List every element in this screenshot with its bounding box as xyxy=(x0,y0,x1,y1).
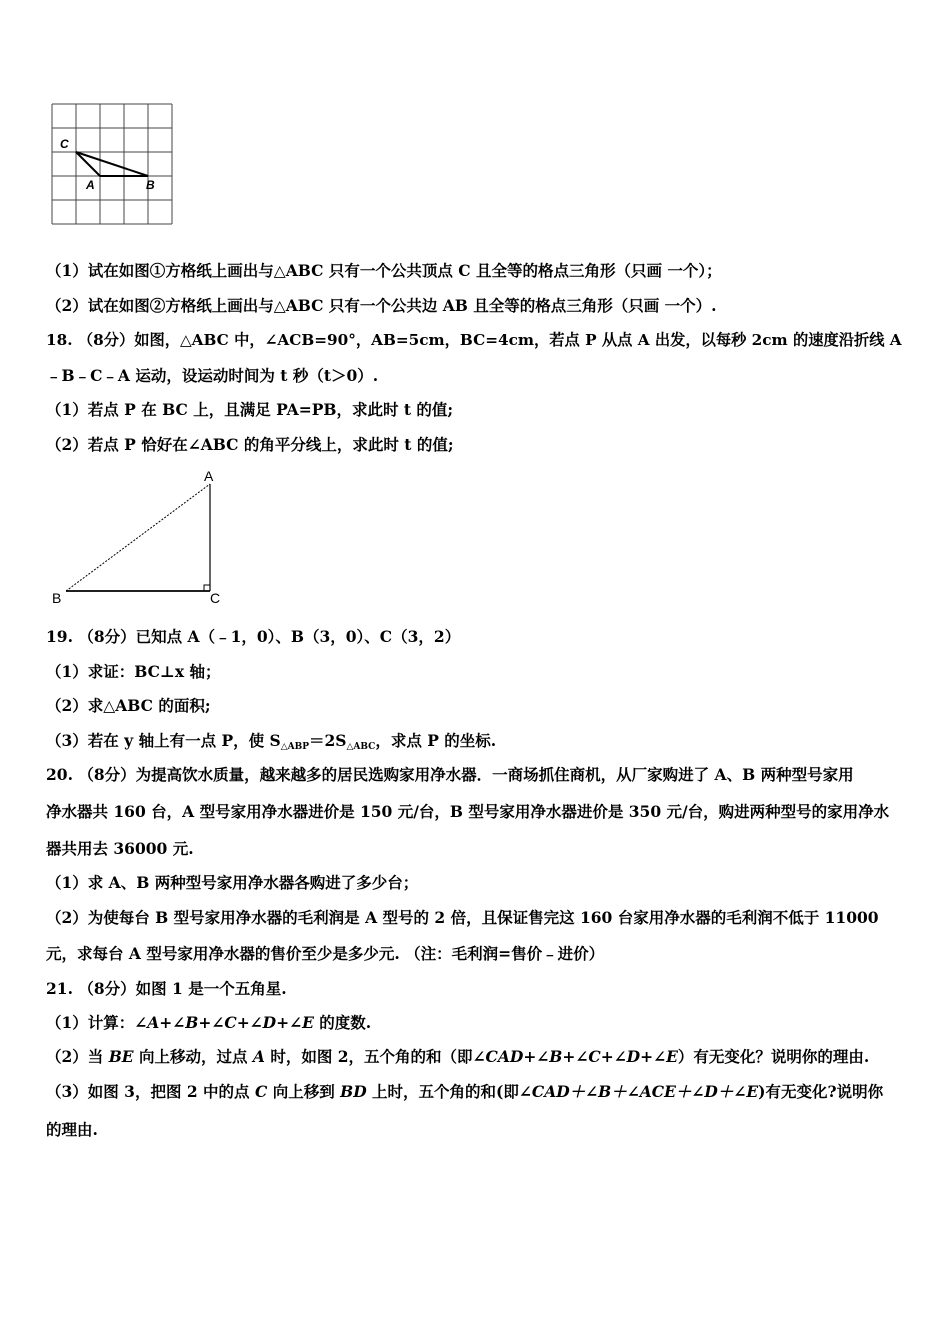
q20-stem-line3: 器共用去 36000 元. xyxy=(46,839,194,858)
q21-part2-g: ）有无变化？说明你的理由. xyxy=(677,1047,870,1066)
grid-label-c: C xyxy=(60,137,69,151)
q20-part2-line1: （2）为使每台 B 型号家用净水器的毛利润是 A 型号的 2 倍，且保证售完这 160 台家用净水器的毛利润不低于 11000 xyxy=(46,908,879,927)
q21-part3-e: 上时，五个角的和(即 xyxy=(366,1082,519,1101)
q19-part2: （2）求△ABC 的面积; xyxy=(46,696,211,715)
triangle-label-b: B xyxy=(52,590,62,606)
q18-stem-line2: ﹣B﹣C﹣A 运动，设运动时间为 t 秒（t＞0）. xyxy=(46,366,379,385)
q18-stem-line1: 18. （8分）如图，△ABC 中，∠ACB=90°，AB=5cm，BC=4cm，若点 P 从点 A 出发，以每秒 2cm 的速度沿折线 A xyxy=(46,331,902,349)
grid-figure xyxy=(44,98,178,230)
q21-part3-d: BD xyxy=(340,1082,367,1101)
q21-part3-c: 向上移到 xyxy=(267,1082,341,1101)
q21-part1-math: ∠A+∠B+∠C+∠D+∠E xyxy=(134,1013,314,1032)
q21-part1-prefix: （1）计算： xyxy=(46,1013,135,1032)
q21-part3-g: )有无变化?说明你 xyxy=(758,1082,884,1101)
triangle-label-a: A xyxy=(204,468,214,484)
q19-part3-sub1: △ABP xyxy=(280,742,310,752)
q19-part3-sub2: △ABC xyxy=(346,742,376,752)
q21-part2-a: （2）当 xyxy=(46,1047,109,1066)
q19-part3 xyxy=(46,731,496,757)
q21-part1-suffix: 的度数. xyxy=(313,1013,372,1032)
q19-part3-before: （3）若在 y 轴上有一点 P，使 S xyxy=(46,731,281,750)
q17-part1: （1）试在如图①方格纸上画出与△ABC 只有一个公共顶点 C 且全等的格点三角形（只画 一个）； xyxy=(46,261,722,280)
q21-part3 xyxy=(46,1082,883,1102)
q20-stem-line1: 20. （8分）为提高饮水质量，越来越多的居民选购家用净水器．一商场抓住商机，从厂家购进了 A、B 两种型号家用 xyxy=(46,765,854,784)
triangle-abc xyxy=(76,152,148,176)
q21-stem: 21. （8分）如图 1 是一个五角星. xyxy=(46,979,287,998)
q19-part3-mid: ＝2S xyxy=(309,731,347,750)
q21-part2-c: 向上移动，过点 xyxy=(133,1047,253,1066)
q21-part3-line2: 的理由. xyxy=(46,1120,98,1139)
q21-part2-b: BE xyxy=(108,1047,134,1066)
q21-part2-e: 时，如图 2，五个角的和（即 xyxy=(264,1047,473,1066)
q18-part2: （2）若点 P 恰好在∠ABC 的角平分线上，求此时 t 的值; xyxy=(46,435,454,454)
q20-part1: （1）求 A、B 两种型号家用净水器各购进了多少台； xyxy=(46,873,419,892)
q21-part3-f: ∠CAD＋∠B＋∠ACE＋∠D＋∠E xyxy=(518,1082,759,1101)
q19-part1: （1）求证：BC⊥x 轴； xyxy=(46,662,221,681)
q21-part2-f: ∠CAD+∠B+∠C+∠D+∠E xyxy=(472,1047,678,1066)
q21-part3-b: C xyxy=(254,1082,268,1101)
q17-part2: （2）试在如图②方格纸上画出与△ABC 只有一个公共边 AB 且全等的格点三角形（只画 一个）. xyxy=(46,296,717,315)
q21-part2 xyxy=(46,1047,869,1067)
q20-part2-line2: 元，求每台 A 型号家用净水器的售价至少是多少元. （注：毛利润=售价﹣进价） xyxy=(46,944,605,963)
q18-part1: （1）若点 P 在 BC 上，且满足 PA=PB，求此时 t 的值; xyxy=(46,400,454,419)
triangle-label-c: C xyxy=(210,590,221,606)
q19-stem: 19. （8分）已知点 A（﹣1，0）、B（3，0）、C（3，2） xyxy=(46,627,461,646)
q21-part3-a: （3）如图 3，把图 2 中的点 xyxy=(46,1082,255,1101)
grid-label-a: A xyxy=(86,178,95,192)
q19-part3-after: ，求点 P 的坐标. xyxy=(375,731,497,750)
q21-part1 xyxy=(46,1013,371,1033)
right-triangle-figure xyxy=(46,464,236,608)
grid-label-b: B xyxy=(146,178,155,192)
q21-part2-d: A xyxy=(252,1047,265,1066)
q20-stem-line2: 净水器共 160 台，A 型号家用净水器进价是 150 元/台，B 型号家用净水器进价是 350 元/台，购进两种型号的家用净水 xyxy=(46,802,890,821)
